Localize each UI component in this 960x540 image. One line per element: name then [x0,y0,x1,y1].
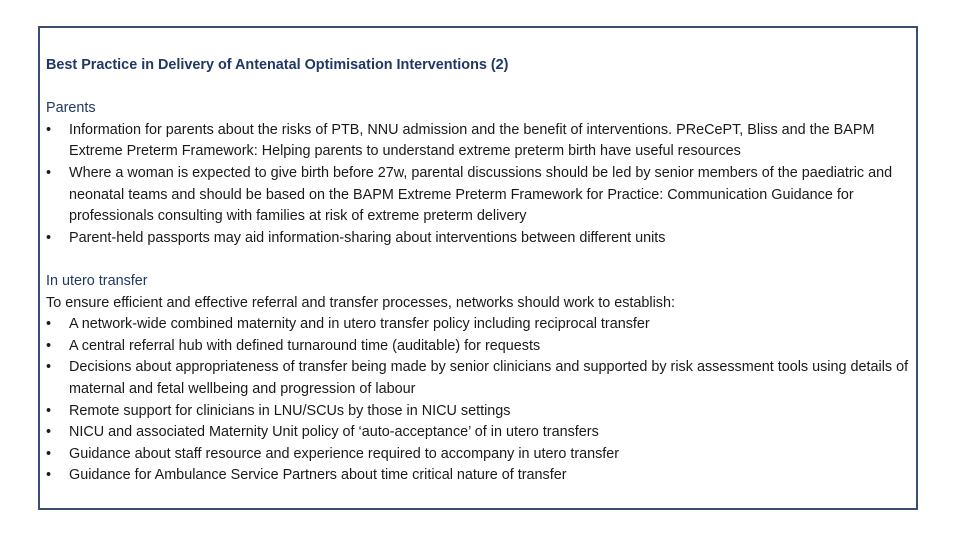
list-item [46,444,918,466]
list-item [46,357,918,400]
bullet-icon: • [46,316,52,333]
transfer-heading: In utero transfer [46,272,148,289]
list-item-text: Where a woman is expected to give birth before 27w, parental discussions should be led by senior members of the paediatric and neonatal teams and should be based on the BAPM Extreme Preterm Framework for Practice: Communication Guidance for professionals consulting with families at risk of extreme preterm delivery [69,164,893,225]
slide-content [46,55,918,487]
list-item-text: Remote support for clinicians in LNU/SCUs by those in NICU settings [69,402,511,419]
parents-list [46,120,918,250]
bullet-icon: • [46,424,52,441]
list-item [46,422,918,444]
bullet-icon: • [46,359,52,376]
transfer-intro: To ensure efficient and effective referral and transfer processes, networks should work to establish: [46,294,675,311]
bullet-icon: • [46,402,52,419]
list-item [46,163,918,228]
bullet-icon: • [46,337,52,354]
list-item-text: Decisions about appropriateness of transfer being made by senior clinicians and supported by risk assessment tools using details of maternal and fetal wellbeing and progression of labour [69,359,909,397]
list-item-text: Guidance for Ambulance Service Partners about time critical nature of transfer [69,467,567,484]
transfer-list [46,314,918,487]
list-item [46,314,918,336]
list-item [46,120,918,163]
bullet-icon: • [46,164,52,181]
bullet-icon: • [46,467,52,484]
list-item-text: A network-wide combined maternity and in utero transfer policy including reciprocal transfer [69,316,650,333]
list-item-text: Parent-held passports may aid information-sharing about interventions between different units [69,229,666,246]
list-item-text: Guidance about staff resource and experience required to accompany in utero transfer [69,445,620,462]
parents-heading: Parents [46,100,96,117]
bullet-icon: • [46,445,52,462]
bullet-icon: • [46,121,52,138]
list-item-text: Information for parents about the risks of PTB, NNU admission and the benefit of interventions. PReCePT, Bliss and the BAPM Extreme Preterm Framework: Helping parents to understand extreme preterm birth have useful resources [69,121,875,160]
list-item [46,401,918,423]
list-item-text: A central referral hub with defined turnaround time (auditable) for requests [69,337,541,354]
slide-title: Best Practice in Delivery of Antenatal Optimisation Interventions (2) [46,57,509,73]
spacer [46,249,918,271]
list-item [46,228,918,250]
bullet-icon: • [46,229,52,246]
list-item [46,336,918,358]
list-item-text: NICU and associated Maternity Unit policy of ‘auto-acceptance’ of in utero transfers [69,424,599,441]
list-item [46,465,918,487]
spacer [46,77,918,99]
